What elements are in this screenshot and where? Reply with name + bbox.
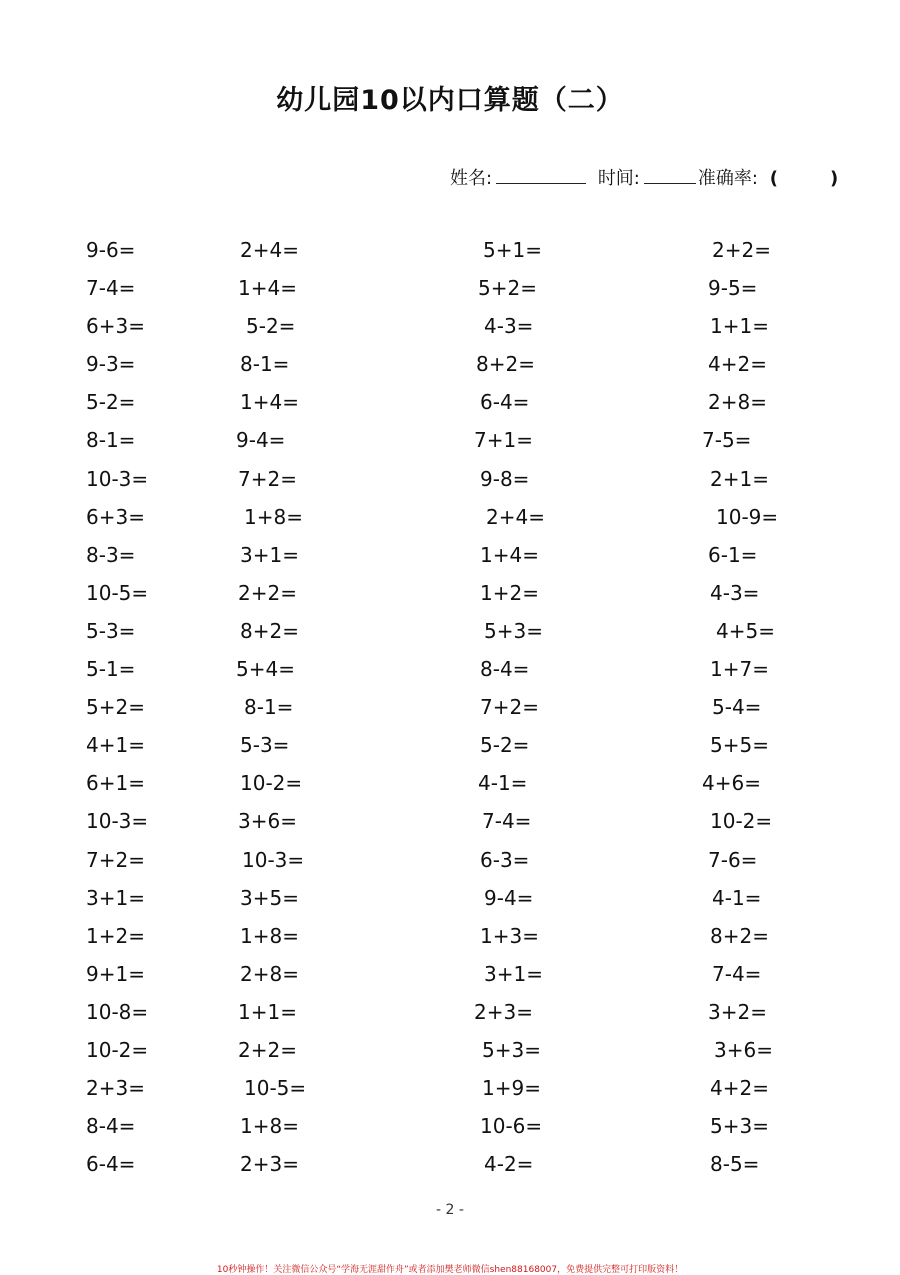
math-problem: 10-3= <box>86 809 149 834</box>
math-problem: 5-2= <box>246 314 296 339</box>
math-problem: 7+2= <box>480 695 539 720</box>
math-problem: 1+2= <box>480 580 539 605</box>
problem-row <box>0 1150 900 1188</box>
math-problem: 3+1= <box>484 961 543 986</box>
problem-row <box>0 960 900 998</box>
math-problem: 8-1= <box>86 428 136 453</box>
math-problem: 4+5= <box>716 618 775 643</box>
problem-row <box>0 388 900 426</box>
math-problem: 6+1= <box>86 771 145 796</box>
math-problem: 2+3= <box>474 999 533 1024</box>
math-problem: 10-2= <box>710 809 773 834</box>
math-problem: 5-3= <box>240 733 290 758</box>
math-problem: 7+2= <box>238 466 297 491</box>
math-problem: 7-4= <box>712 961 762 986</box>
math-problem: 9+1= <box>86 961 145 986</box>
math-problem: 3+5= <box>240 885 299 910</box>
accuracy-label: 准确率: <box>697 168 758 189</box>
math-problem: 1+7= <box>710 657 769 682</box>
problem-row <box>0 922 900 960</box>
math-problem: 2+8= <box>708 390 767 415</box>
math-problem: 1+9= <box>482 1076 541 1101</box>
problem-row <box>0 236 900 274</box>
math-problem: 1+8= <box>244 504 303 529</box>
math-problem: 4+6= <box>702 771 761 796</box>
math-problem: 5-2= <box>86 390 136 415</box>
math-problem: 9-8= <box>480 466 530 491</box>
problem-row <box>0 465 900 503</box>
math-problem: 2+4= <box>486 504 545 529</box>
math-problem: 7+2= <box>86 847 145 872</box>
problem-row <box>0 1112 900 1150</box>
math-problem: 8-3= <box>86 542 136 567</box>
math-problem: 3+1= <box>86 885 145 910</box>
math-problem: 3+2= <box>708 999 767 1024</box>
page-number: - 2 - <box>436 1202 464 1218</box>
math-problem: 1+2= <box>86 923 145 948</box>
problem-row <box>0 426 900 464</box>
math-problem: 4-1= <box>478 771 528 796</box>
math-problem: 5+4= <box>236 657 295 682</box>
math-problem: 8-5= <box>710 1152 760 1177</box>
math-problem: 10-5= <box>86 580 149 605</box>
math-problem: 4-1= <box>712 885 762 910</box>
accuracy-paren-open: ( <box>769 168 778 189</box>
math-problem: 10-2= <box>86 1037 149 1062</box>
math-problem: 1+3= <box>480 923 539 948</box>
math-problem: 10-5= <box>244 1076 307 1101</box>
problem-row <box>0 1036 900 1074</box>
math-problem: 5+3= <box>710 1114 769 1139</box>
math-problem: 5+3= <box>482 1037 541 1062</box>
math-problem: 3+6= <box>714 1037 773 1062</box>
math-problem: 9-5= <box>708 276 758 301</box>
math-problem: 6-4= <box>86 1152 136 1177</box>
math-problem: 4+1= <box>86 733 145 758</box>
math-problem: 7-4= <box>482 809 532 834</box>
math-problem: 5+1= <box>483 238 542 262</box>
math-problem: 8-1= <box>240 352 290 377</box>
math-problem: 7-4= <box>86 276 136 301</box>
math-problem: 8+2= <box>476 352 535 377</box>
math-problem: 2+8= <box>240 961 299 986</box>
math-problem: 1+8= <box>240 923 299 948</box>
math-problem: 2+1= <box>710 466 769 491</box>
math-problem: 5-1= <box>86 657 136 682</box>
math-problem: 1+1= <box>238 999 297 1024</box>
math-problem: 9-4= <box>236 428 286 453</box>
problem-row <box>0 655 900 693</box>
math-problem: 3+6= <box>238 809 297 834</box>
math-problem: 4-2= <box>484 1152 534 1177</box>
math-problem: 5+5= <box>710 733 769 758</box>
math-problem: 2+4= <box>240 238 299 262</box>
math-problem: 1+4= <box>480 542 539 567</box>
math-problem: 5-2= <box>480 733 530 758</box>
problem-row <box>0 1074 900 1112</box>
math-problem: 8-4= <box>480 657 530 682</box>
math-problem: 5+3= <box>484 618 543 643</box>
math-problem: 5-4= <box>712 695 762 720</box>
math-problem: 6-3= <box>480 847 530 872</box>
math-problem: 4+2= <box>708 352 767 377</box>
accuracy-paren-close: ) <box>829 168 839 189</box>
math-problem: 7-5= <box>702 428 752 453</box>
name-label: 姓名: <box>450 168 493 189</box>
math-problem: 5+2= <box>86 695 145 720</box>
math-problem: 4-3= <box>484 314 534 339</box>
math-problem: 2+2= <box>238 1037 297 1062</box>
math-problem: 10-9= <box>716 504 779 529</box>
math-problem: 9-3= <box>86 352 136 377</box>
math-problem: 1+4= <box>238 276 297 301</box>
math-problem: 6-4= <box>480 390 530 415</box>
problem-grid <box>0 236 900 1188</box>
math-problem: 6+3= <box>86 504 145 529</box>
math-problem: 5+2= <box>478 276 537 301</box>
page-title: 幼儿园10以内口算题（二） <box>276 85 624 116</box>
name-blank[interactable] <box>496 165 586 184</box>
problem-row <box>0 846 900 884</box>
math-problem: 8-4= <box>86 1114 136 1139</box>
math-problem: 7-6= <box>708 847 758 872</box>
time-label: 时间: <box>597 168 640 189</box>
student-info-line <box>450 164 838 190</box>
math-problem: 8+2= <box>710 923 769 948</box>
problem-row <box>0 579 900 617</box>
math-problem: 1+8= <box>240 1114 299 1139</box>
problem-row <box>0 807 900 845</box>
problem-row <box>0 541 900 579</box>
math-problem: 6+3= <box>86 314 145 339</box>
problem-row <box>0 731 900 769</box>
problem-row <box>0 274 900 312</box>
math-problem: 4+2= <box>710 1076 769 1101</box>
problem-row <box>0 617 900 655</box>
math-problem: 10-8= <box>86 999 149 1024</box>
math-problem: 9-6= <box>86 238 136 262</box>
math-problem: 3+1= <box>240 542 299 567</box>
math-problem: 10-3= <box>86 466 149 491</box>
math-problem: 4-3= <box>710 580 760 605</box>
math-problem: 8-1= <box>244 695 294 720</box>
problem-row <box>0 503 900 541</box>
math-problem: 2+3= <box>86 1076 145 1101</box>
problem-row <box>0 769 900 807</box>
problem-row <box>0 693 900 731</box>
math-problem: 1+4= <box>240 390 299 415</box>
problem-row <box>0 350 900 388</box>
math-problem: 10-3= <box>242 847 305 872</box>
math-problem: 10-6= <box>480 1114 543 1139</box>
time-blank[interactable] <box>644 165 696 184</box>
problem-row <box>0 998 900 1036</box>
math-problem: 7+1= <box>474 428 533 453</box>
math-problem: 9-4= <box>484 885 534 910</box>
math-problem: 1+1= <box>710 314 769 339</box>
math-problem: 5-3= <box>86 618 136 643</box>
math-problem: 10-2= <box>240 771 303 796</box>
math-problem: 6-1= <box>708 542 758 567</box>
math-problem: 2+2= <box>238 580 297 605</box>
footer-note: 10秒钟操作！关注微信公众号“学海无涯甜作舟”或者添加樊老师微信shen88168007，免费提供完整可打印版资料！ <box>216 1265 684 1275</box>
math-problem: 2+3= <box>240 1152 299 1177</box>
math-problem: 2+2= <box>712 238 771 262</box>
problem-row <box>0 312 900 350</box>
problem-row <box>0 884 900 922</box>
math-problem: 8+2= <box>240 618 299 643</box>
